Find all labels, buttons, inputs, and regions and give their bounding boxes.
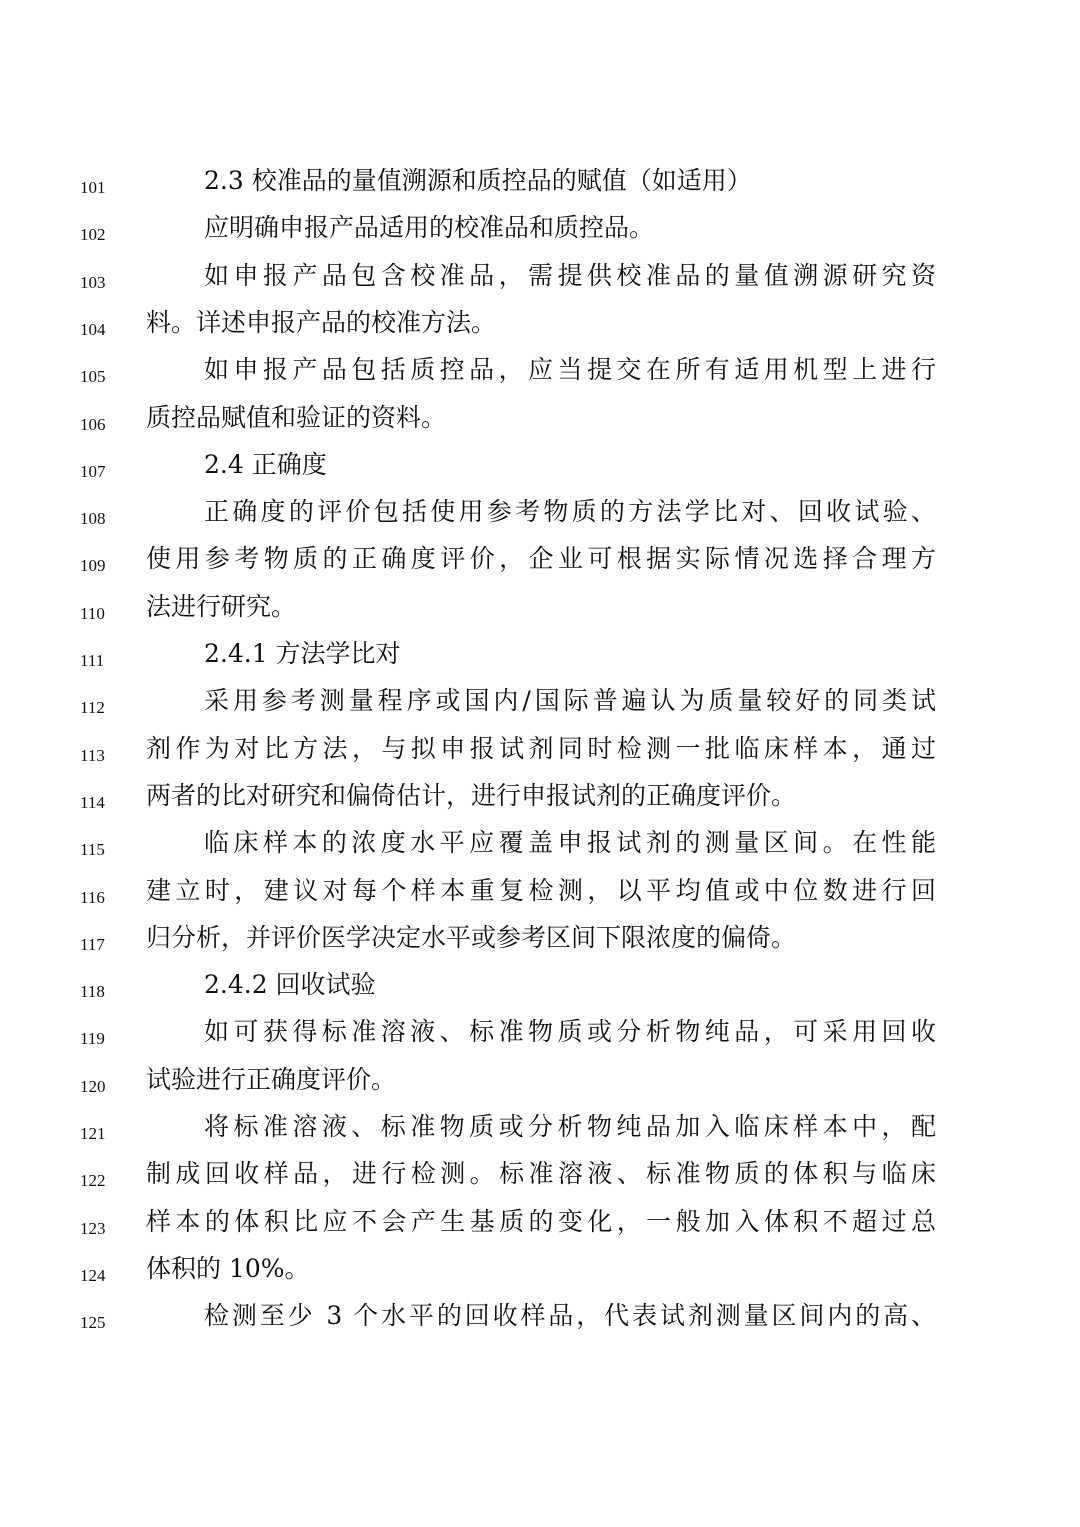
line-text: 正确度的评价包括使用参考物质的方法学比对、回收试验、 bbox=[204, 497, 936, 527]
line-text: 两者的比对研究和偏倚估计，进行申报试剂的正确度评价。 bbox=[146, 780, 797, 810]
document-line bbox=[0, 732, 1080, 779]
line-text: 2.3 校准品的量值溯源和质控品的赋值（如适用） bbox=[204, 166, 752, 195]
document-line bbox=[0, 684, 1080, 731]
line-number: 112 bbox=[80, 698, 105, 718]
line-text: 料。详述申报产品的校准方法。 bbox=[146, 307, 497, 337]
document-line bbox=[0, 874, 1080, 921]
document-line bbox=[0, 448, 1080, 495]
line-number: 105 bbox=[80, 367, 106, 387]
line-text: 归分析，并评价医学决定水平或参考区间下限浓度的偏倚。 bbox=[146, 922, 797, 952]
document-line bbox=[0, 1252, 1080, 1299]
line-number: 115 bbox=[80, 840, 105, 860]
line-text: 样本的体积比应不会产生基质的变化，一般加入体积不超过总 bbox=[146, 1206, 936, 1236]
line-text: 采用参考测量程序或国内/国际普遍认为质量较好的同类试 bbox=[204, 686, 936, 716]
document-line bbox=[0, 590, 1080, 637]
line-text: 体积的 10%。 bbox=[146, 1253, 310, 1283]
line-text: 使用参考物质的正确度评价，企业可根据实际情况选择合理方 bbox=[146, 544, 936, 574]
line-number: 102 bbox=[80, 225, 106, 245]
document-line bbox=[0, 401, 1080, 448]
document-line bbox=[0, 259, 1080, 306]
document-line bbox=[0, 542, 1080, 589]
document-line bbox=[0, 1063, 1080, 1110]
line-number: 125 bbox=[80, 1313, 106, 1333]
line-number: 121 bbox=[80, 1124, 106, 1143]
document-line bbox=[0, 779, 1080, 826]
line-number: 118 bbox=[80, 982, 105, 1002]
line-text: 质控品赋值和验证的资料。 bbox=[146, 402, 447, 432]
line-number: 110 bbox=[80, 603, 105, 623]
document-line bbox=[0, 353, 1080, 400]
line-text: 2.4.2 回收试验 bbox=[204, 970, 376, 1000]
line-number: 119 bbox=[80, 1029, 105, 1049]
line-text: 建立时，建议对每个样本重复检测，以平均值或中位数进行回 bbox=[146, 875, 936, 905]
line-text: 试验进行正确度评价。 bbox=[146, 1064, 397, 1094]
document-line bbox=[0, 968, 1080, 1015]
line-text: 如申报产品包括质控品，应当提交在所有适用机型上进行 bbox=[204, 355, 936, 385]
line-number: 117 bbox=[80, 934, 105, 954]
line-text: 制成回收样品，进行检测。标准溶液、标准物质的体积与临床 bbox=[146, 1159, 936, 1189]
line-text: 临床样本的浓度水平应覆盖申报试剂的测量区间。在性能 bbox=[204, 828, 936, 858]
document-line bbox=[0, 1299, 1080, 1346]
line-number: 103 bbox=[80, 272, 106, 292]
line-number: 122 bbox=[80, 1171, 106, 1191]
line-text: 如申报产品包含校准品，需提供校准品的量值溯源研究资 bbox=[204, 260, 936, 290]
document-line bbox=[0, 306, 1080, 353]
line-number: 113 bbox=[80, 745, 105, 765]
line-text: 将标准溶液、标准物质或分析物纯品加入临床样本中，配 bbox=[204, 1112, 936, 1141]
line-text: 检测至少 3 个水平的回收样品，代表试剂测量区间内的高、 bbox=[204, 1301, 936, 1331]
line-number: 111 bbox=[80, 651, 105, 670]
line-number: 109 bbox=[80, 556, 106, 576]
document-line bbox=[0, 211, 1080, 258]
line-text: 2.4 正确度 bbox=[204, 449, 327, 479]
line-text: 剂作为对比方法，与拟申报试剂同时检测一批临床样本，通过 bbox=[146, 733, 936, 763]
line-number: 106 bbox=[80, 414, 106, 434]
line-text: 2.4.1 方法学比对 bbox=[204, 639, 401, 668]
document-line bbox=[0, 495, 1080, 542]
document-line bbox=[0, 921, 1080, 968]
line-number: 114 bbox=[80, 792, 105, 812]
line-number: 104 bbox=[80, 319, 106, 339]
line-number: 107 bbox=[80, 461, 106, 481]
document-line bbox=[0, 1157, 1080, 1204]
document-line bbox=[0, 1205, 1080, 1252]
document-line bbox=[0, 826, 1080, 873]
document-line bbox=[0, 1110, 1080, 1157]
line-number: 108 bbox=[80, 509, 106, 529]
document-line bbox=[0, 637, 1080, 684]
line-text: 法进行研究。 bbox=[146, 591, 297, 621]
document-line bbox=[0, 164, 1080, 211]
line-text: 如可获得标准溶液、标准物质或分析物纯品，可采用回收 bbox=[204, 1017, 936, 1047]
line-number: 101 bbox=[80, 178, 106, 197]
line-number: 124 bbox=[80, 1265, 106, 1285]
line-number: 120 bbox=[80, 1076, 106, 1096]
document-line bbox=[0, 1015, 1080, 1062]
line-number: 116 bbox=[80, 887, 105, 907]
line-number: 123 bbox=[80, 1218, 106, 1238]
line-text: 应明确申报产品适用的校准品和质控品。 bbox=[204, 213, 655, 243]
